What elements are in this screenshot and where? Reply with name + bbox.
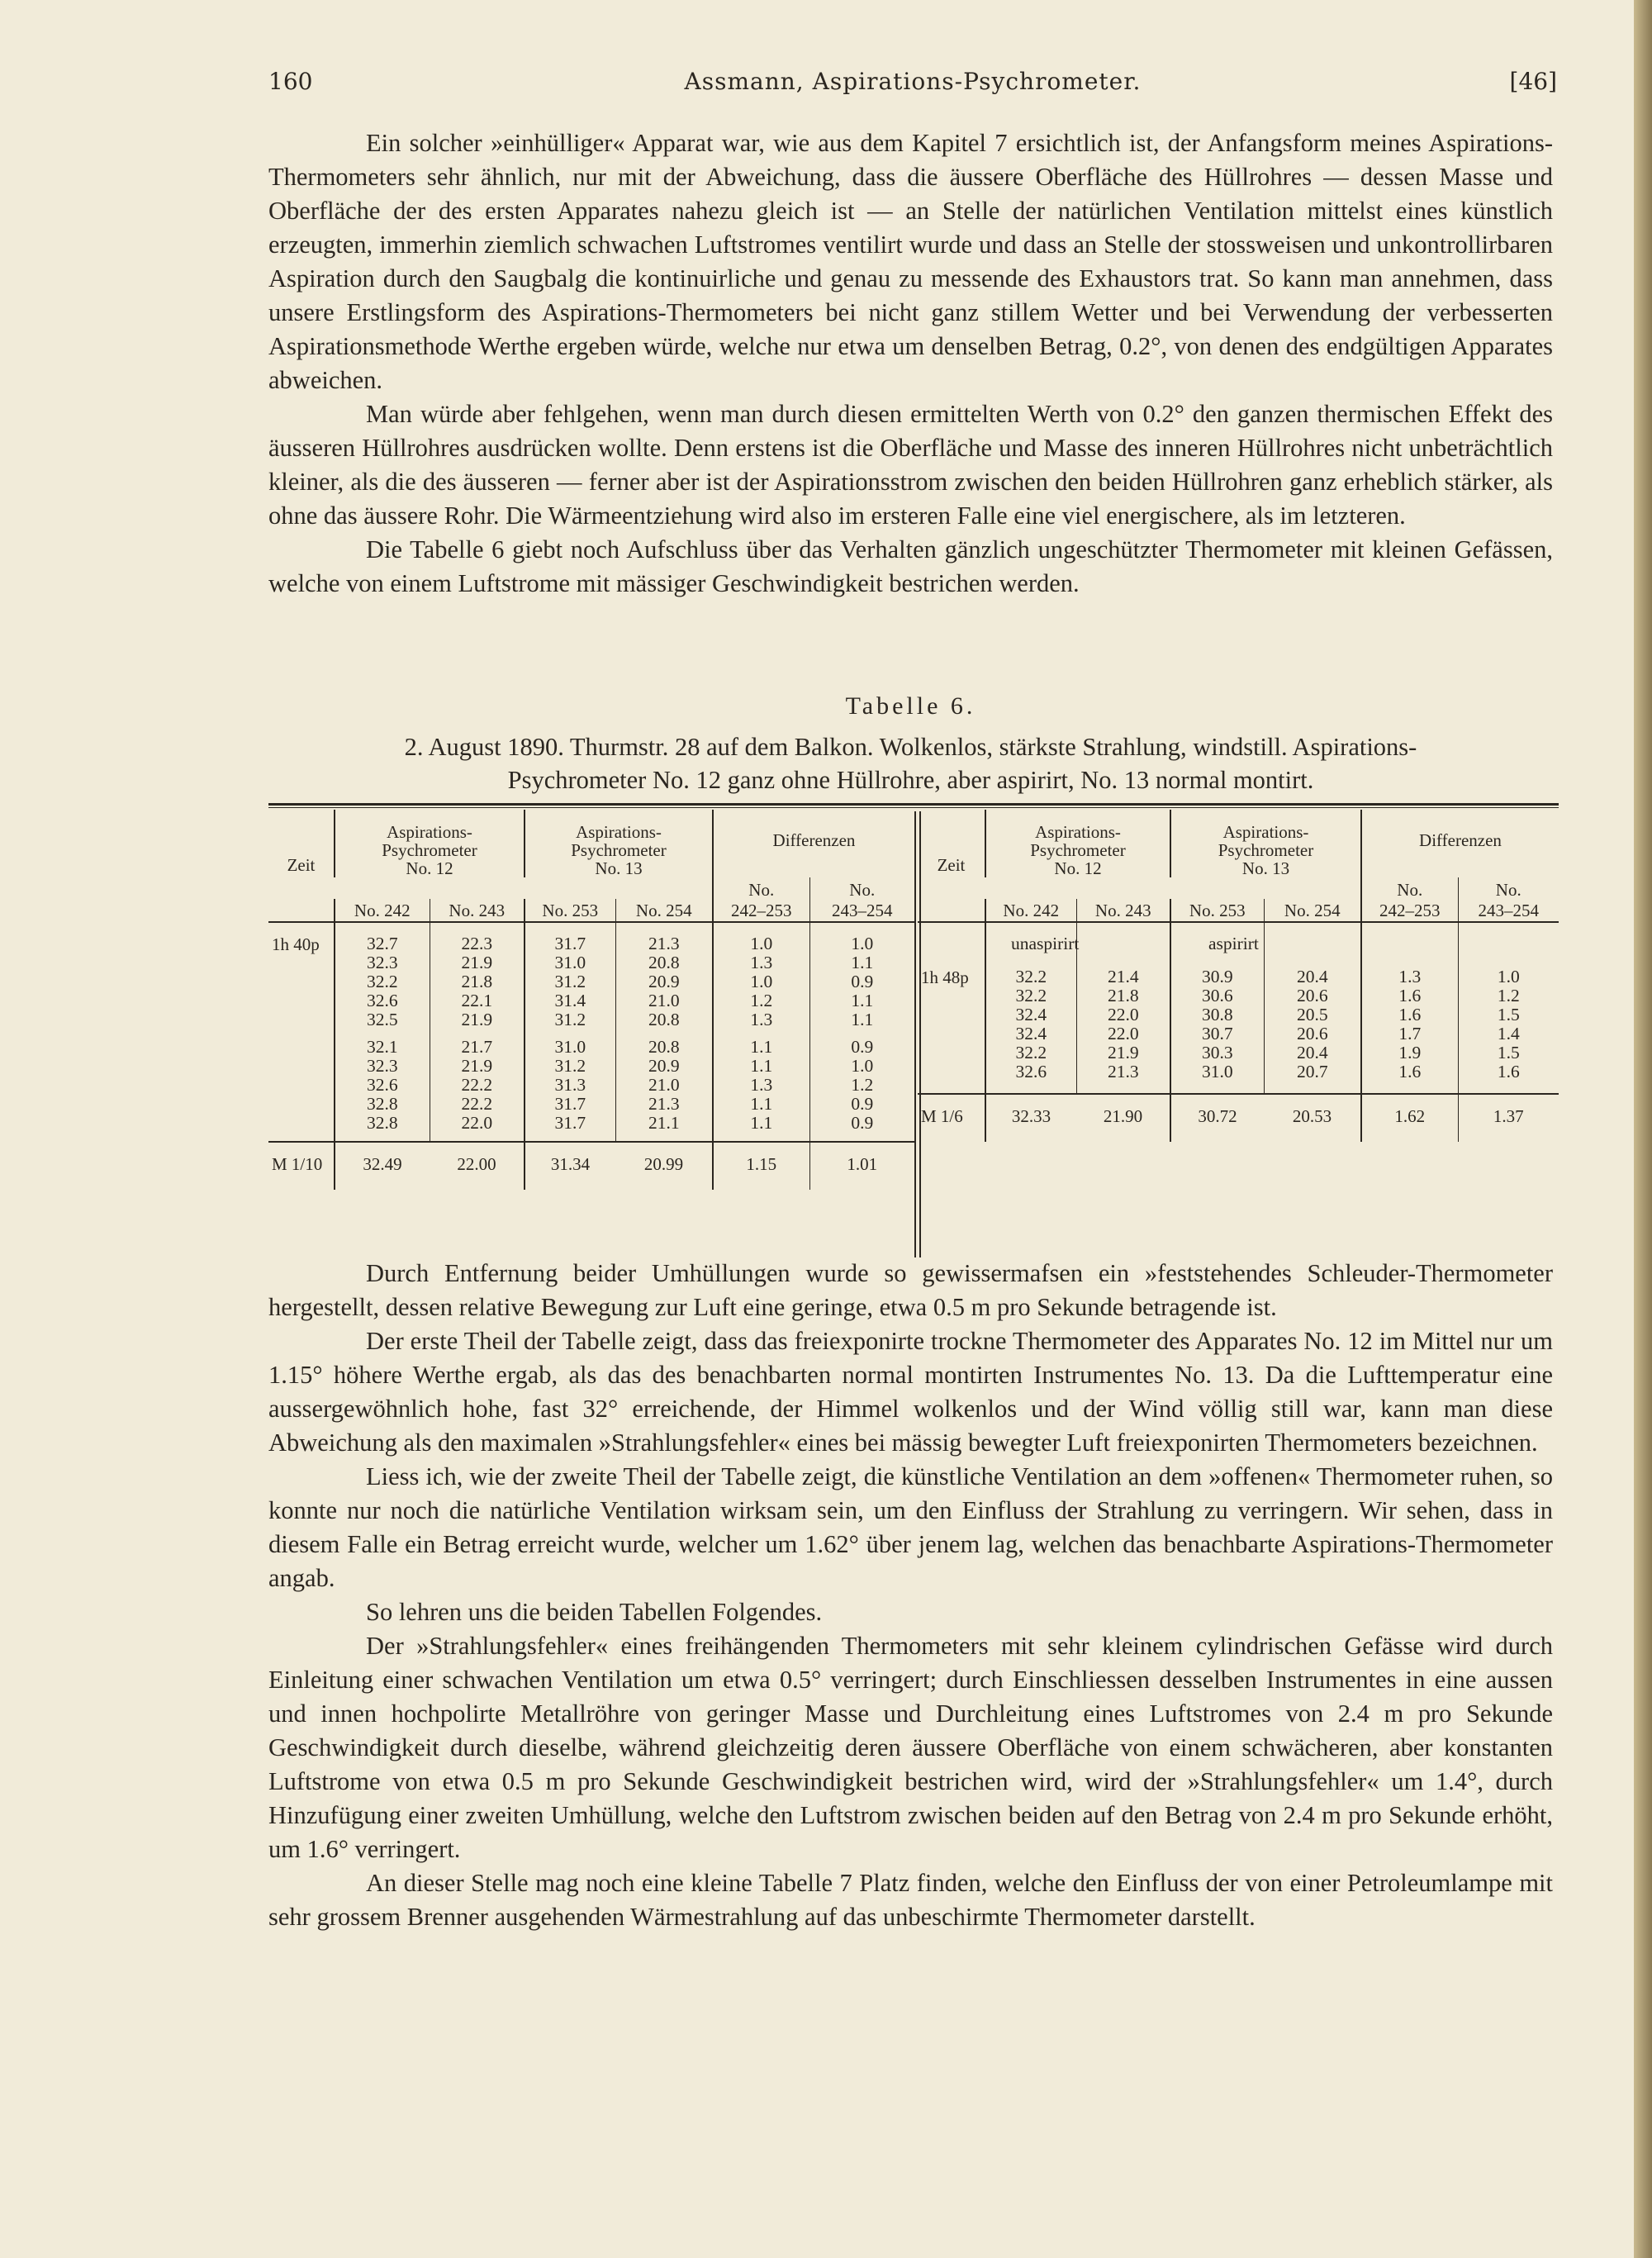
table-cell-value: 21.1 — [648, 1113, 680, 1133]
table-cell-value: 1.1 — [851, 953, 874, 972]
paragraph: An dieser Stelle mag noch eine kleine Tabelle 7 Platz finden, welche den Einfluss der von einer Petroleumlampe mit sehr grossem Brenner ausgehenden Wärmestrahlung auf das unbeschirmte Thermometer darstellt. — [268, 1869, 1553, 1931]
col-243: No. 243 — [1076, 899, 1170, 922]
table-cell-value: 1.2 — [851, 1075, 874, 1095]
table-cell-value: 1.2 — [750, 991, 773, 1010]
table-cell-value: 22.3 — [461, 934, 493, 953]
table-cell-value: 31.4 — [554, 991, 586, 1010]
mean-cell: 1.37 — [1458, 1094, 1559, 1142]
table-cell-value: 1.6 — [1497, 1062, 1520, 1081]
col-header-diff — [713, 810, 914, 877]
header-blank — [918, 899, 985, 922]
table-subtitle-line: 2. August 1890. Thurmstr. 28 auf dem Balkon. Wolkenlos, stärkste Strahlung, windstill. Aspirations- — [404, 733, 1417, 761]
table-cell-value: 1.1 — [750, 1094, 773, 1114]
table-top-rule — [268, 803, 1559, 806]
table-cell-value: 30.7 — [1201, 1024, 1233, 1043]
table-cell-value: 20.4 — [1296, 967, 1328, 986]
table-cell-value: 21.7 — [461, 1037, 493, 1057]
table-cell-value: 1.6 — [1398, 986, 1422, 1005]
col-cell — [1264, 922, 1361, 1094]
table-cell-value: 1.2 — [1497, 986, 1520, 1005]
table-cell-value: 30.6 — [1201, 986, 1233, 1005]
table-cell-value: 21.8 — [1107, 986, 1139, 1005]
table-cell-value: 32.8 — [366, 1113, 398, 1133]
table-cell-value: 1.1 — [750, 1056, 773, 1076]
table-cell-value: 21.3 — [648, 1094, 680, 1114]
col-d1: 242–253 — [1361, 899, 1458, 922]
table-cell-value: 0.9 — [851, 972, 874, 991]
table-cell-value: 1.0 — [750, 934, 773, 953]
header-line: Psychrometer — [382, 840, 477, 860]
table-cell-value: 1.0 — [750, 972, 773, 991]
table-cell-value: 21.4 — [1107, 967, 1139, 986]
col-253: No. 253 — [1170, 899, 1264, 922]
col-header-zeit: Zeit — [287, 855, 316, 875]
col-header-psy12 — [335, 810, 525, 877]
signature-mark: [46] — [1509, 68, 1557, 95]
col-header-psy13 — [525, 810, 713, 877]
mean-cell: 32.49 — [335, 1142, 430, 1190]
paragraph: Ein solcher »einhülliger« Apparat war, wie aus dem Kapitel 7 ersichtlich ist, der Anfangsform meines Aspirations-Thermometers sehr ähnlich, nur mit der Abweichung, dass die äussere Oberfläche des Hüllrohres — dessen Masse und Oberfläche der des ersten Apparates nahezu gleich ist — an Stelle der natürlichen Ventilation mittelst eines künstlich erzeugten, immerhin ziemlich schwachen Luftstromes ventilirt wurde und dass an Stelle der stossweisen und unkontrollirbaren Aspiration durch den Saugbalg die kontinuirliche und genau zu messende des Exhaustors trat. So kann man annehmen, dass unsere Erstlingsform des Aspirations-Thermometers bei nicht ganz stillem Wetter und bei Verwendung der verbesserten Aspirationsmethode Werthe ergeben würde, welche nur etwa um denselben Betrag, 0.2°, von denen des endgültigen Apparates abweichen. — [268, 129, 1553, 394]
table-cell-value: 1.1 — [750, 1113, 773, 1133]
table-cell-value: 1.1 — [851, 991, 874, 1010]
table-cell-value: 32.5 — [366, 1010, 398, 1029]
paragraph: Durch Entfernung beider Umhüllungen wurde so gewissermafsen ein »feststehendes Schleuder-Thermometer hergestellt, dessen relative Bewegung zur Luft eine geringe, etwa 0.5 m pro Sekunde betragende ist. — [268, 1259, 1553, 1321]
col-254: No. 254 — [615, 899, 713, 922]
table-subtitle-line: Psychrometer No. 12 ganz ohne Hüllrohre, aber aspirirt, No. 13 normal montirt. — [507, 766, 1314, 794]
header-spacer — [985, 877, 1361, 899]
table-cell-value: 32.8 — [366, 1094, 398, 1114]
col-254: No. 254 — [1264, 899, 1361, 922]
table-cell-value: 20.9 — [648, 1056, 680, 1076]
table-cell-value: 32.6 — [366, 1075, 398, 1095]
mean-cell: 22.00 — [430, 1142, 525, 1190]
table-title: Tabelle 6. — [845, 692, 976, 720]
paragraph: Die Tabelle 6 giebt noch Aufschluss über das Verhalten gänzlich ungeschützter Thermometer mit kleinen Gefässen, welche von einem Luftstrome mit mässiger Geschwindigkeit bestrichen werden. — [268, 535, 1553, 597]
col-242: No. 242 — [985, 899, 1076, 922]
table-subtitle — [268, 730, 1553, 796]
time-cell: 1h 48p — [921, 967, 969, 987]
col-header-zeit: Zeit — [937, 855, 966, 875]
mean-label: M 1/6 — [918, 1094, 985, 1142]
header-blank — [268, 899, 335, 922]
table-cell-value: 22.2 — [461, 1094, 493, 1114]
table-cell-value: 31.3 — [554, 1075, 586, 1095]
table-cell-value: 1.0 — [851, 934, 874, 953]
table-cell-value: 32.1 — [366, 1037, 398, 1057]
table-cell-value: 20.6 — [1296, 986, 1328, 1005]
table-cell-value: 21.3 — [648, 934, 680, 953]
mean-cell: 1.15 — [713, 1142, 809, 1190]
table-cell-value: 31.7 — [554, 934, 586, 953]
col-header-psy13 — [1170, 810, 1361, 877]
table-cell-value: 0.9 — [851, 1094, 874, 1114]
table-cell-value: 1.1 — [750, 1037, 773, 1057]
table-cell-value: 20.6 — [1296, 1024, 1328, 1043]
col-cell — [1458, 922, 1559, 1094]
table-cell-value: 1.3 — [750, 953, 773, 972]
table-cell-value: 31.7 — [554, 1094, 586, 1114]
header-line: No. 13 — [595, 858, 643, 878]
header-line: No. 12 — [1054, 858, 1102, 878]
table-cell-value: 1.4 — [1497, 1024, 1520, 1043]
header-no: No. — [809, 877, 914, 899]
header-line: No. 13 — [1241, 858, 1290, 878]
note-unaspirirt: unaspirirt — [1011, 934, 1080, 953]
col-253: No. 253 — [525, 899, 615, 922]
col-header-psy12 — [985, 810, 1170, 877]
table-cell-value: 21.3 — [1107, 1062, 1139, 1081]
header-no: No. — [1361, 877, 1458, 899]
header-line: No. 12 — [406, 858, 453, 878]
col-cell — [525, 922, 615, 1142]
table-cell-value: 32.2 — [1015, 967, 1047, 986]
table-cell-value: 32.4 — [1015, 1005, 1047, 1024]
col-cell — [809, 922, 914, 1142]
table-cell-value: 32.3 — [366, 953, 398, 972]
table-cell-value: 1.3 — [1398, 967, 1422, 986]
table-cell-value: 20.8 — [648, 1010, 680, 1029]
table-cell-value: 20.4 — [1296, 1043, 1328, 1062]
table-cell-value: 32.2 — [366, 972, 398, 991]
mean-cell: 20.53 — [1264, 1094, 1361, 1142]
running-title: Assmann, Aspirations-Psychrometer. — [684, 68, 1142, 95]
header-line: Differenzen — [772, 830, 856, 850]
table-cell-value: 31.7 — [554, 1113, 586, 1133]
body-text-bottom — [268, 1257, 1553, 1934]
table-cell-value: 32.2 — [1015, 1043, 1047, 1062]
table-cell-value: 20.5 — [1296, 1005, 1328, 1024]
table-cell-value: 21.9 — [1107, 1043, 1139, 1062]
header-line: Aspirations- — [576, 822, 662, 842]
table-cell-value: 21.8 — [461, 972, 493, 991]
mean-cell: 32.33 — [985, 1094, 1076, 1142]
table-cell-value: 21.9 — [461, 953, 493, 972]
page-number: 160 — [268, 68, 313, 95]
paragraph: Der »Strahlungsfehler« eines freihängenden Thermometers mit sehr kleinem cylindrischen Gefässe wird durch Einleitung einer schwachen Ventilation um etwa 0.5° verringert; durch Einschliessen desselben Instrumentes in eine aussen und innen hochpolirte Metallröhre von geringer Masse und Durchleitung eines Luftstromes von 2.4 m pro Sekunde Geschwindigkeit durch dieselbe, während gleichzeitig deren äussere Oberfläche von einem schwächeren, aber konstanten Luftstrome von etwa 0.5 m pro Sekunde Geschwindigkeit bestrichen wird, wird der »Strahlungsfehler« um 1.4°, durch Hinzufügung einer zweiten Umhüllung, welche den Luftstrom zwischen beiden auf den Betrag von 2.4 m pro Sekunde erhöht, um 1.6° verringert. — [268, 1632, 1553, 1863]
note-aspirirt: aspirirt — [1208, 934, 1259, 953]
table-cell-value: 30.3 — [1201, 1043, 1233, 1062]
table-cell-value: 20.9 — [648, 972, 680, 991]
header-spacer — [335, 877, 713, 899]
table-cell-value: 30.8 — [1201, 1005, 1233, 1024]
table-cell-value: 32.6 — [1015, 1062, 1047, 1081]
header-line: Aspirations- — [1035, 822, 1121, 842]
time-cell: 1h 40p — [272, 934, 320, 954]
data-table-left — [268, 810, 914, 1190]
table-cell-value: 31.0 — [554, 953, 586, 972]
table-cell-value: 1.0 — [851, 1056, 874, 1076]
table-cell-value: 1.9 — [1398, 1043, 1422, 1062]
mean-cell: 1.62 — [1361, 1094, 1458, 1142]
table-cell-value: 22.0 — [1107, 1005, 1139, 1024]
table-cell-value: 20.8 — [648, 1037, 680, 1057]
table-cell-value: 1.5 — [1497, 1005, 1520, 1024]
mean-cell: 31.34 — [525, 1142, 615, 1190]
paragraph: Liess ich, wie der zweite Theil der Tabelle zeigt, die künstliche Ventilation an dem »offenen« Thermometer ruhen, so konnte nur noch die natürliche Ventilation wirksam sein, um den Einfluss der Strahlung zu verringern. Wir sehen, dass in diesem Falle ein Betrag erreicht wurde, welcher um 1.62° über jenem lag, welchen das benachbarte Aspirations-Thermometer angab. — [268, 1462, 1553, 1592]
col-242: No. 242 — [335, 899, 430, 922]
header-line: Psychrometer — [1218, 840, 1314, 860]
header-line: Aspirations- — [387, 822, 472, 842]
table-cell-value: 1.1 — [851, 1010, 874, 1029]
table-cell-value: 32.4 — [1015, 1024, 1047, 1043]
col-cell — [335, 922, 430, 1142]
table-cell-value: 1.7 — [1398, 1024, 1422, 1043]
table-cell-value: 20.8 — [648, 953, 680, 972]
table-cell-value: 1.6 — [1398, 1005, 1422, 1024]
table-cell-value: 22.2 — [461, 1075, 493, 1095]
table-cell-value: 32.2 — [1015, 986, 1047, 1005]
col-header-diff — [1361, 810, 1559, 877]
table-cell-value: 31.2 — [554, 972, 586, 991]
col-cell — [713, 922, 809, 1142]
table-cell-value: 1.5 — [1497, 1043, 1520, 1062]
running-header — [268, 68, 1557, 101]
table-cell-value: 31.0 — [1201, 1062, 1233, 1081]
header-line: Differenzen — [1419, 830, 1502, 850]
header-line: Psychrometer — [1030, 840, 1126, 860]
table-top-rule-thin — [268, 807, 1559, 808]
table-cell-value: 22.0 — [1107, 1024, 1139, 1043]
col-cell — [985, 922, 1080, 1094]
col-cell — [1361, 922, 1458, 1094]
col-d2: 243–254 — [1458, 899, 1559, 922]
table-cell-value: 31.2 — [554, 1056, 586, 1076]
table-cell-value: 31.2 — [554, 1010, 586, 1029]
header-no: No. — [1458, 877, 1559, 899]
col-cell — [1170, 922, 1264, 1094]
mean-cell: 30.72 — [1170, 1094, 1264, 1142]
header-line: Aspirations- — [1222, 822, 1309, 842]
col-cell — [430, 922, 525, 1142]
header-line: Psychrometer — [571, 840, 667, 860]
table-cell-value: 32.7 — [366, 934, 398, 953]
paragraph: Man würde aber fehlgehen, wenn man durch diesen ermittelten Werth von 0.2° den ganzen thermischen Effekt des äusseren Hüllrohres ausdrücken wollte. Denn erstens ist die Oberfläche und Masse des inneren Hüllrohres nicht unbeträchtlich kleiner, als die des äusseren — ferner aber ist der Aspirationsstrom zwischen den beiden Hüllrohren ganz erheblich stärker, als ohne das äussere Rohr. Die Wärmeentziehung wird also im ersteren Falle eine viel energischere, als im letzteren. — [268, 400, 1553, 530]
table-cell-value: 22.0 — [461, 1113, 493, 1133]
col-cell — [615, 922, 713, 1142]
paragraph: So lehren uns die beiden Tabellen Folgendes. — [366, 1598, 823, 1626]
table-cell-value: 22.1 — [461, 991, 493, 1010]
table-cell-value: 21.0 — [648, 991, 680, 1010]
mean-label: M 1/10 — [268, 1142, 335, 1190]
col-d1: 242–253 — [713, 899, 809, 922]
table-cell-value: 0.9 — [851, 1113, 874, 1133]
table-cell-value: 0.9 — [851, 1037, 874, 1057]
page-edge — [1634, 0, 1652, 2258]
table-cell-value: 30.9 — [1201, 967, 1233, 986]
table-cell-value: 1.6 — [1398, 1062, 1422, 1081]
table-cell-value: 31.0 — [554, 1037, 586, 1057]
table-cell-value: 32.3 — [366, 1056, 398, 1076]
col-243: No. 243 — [430, 899, 525, 922]
table-cell-value: 21.9 — [461, 1056, 493, 1076]
table-cell-value: 20.7 — [1296, 1062, 1328, 1081]
header-no: No. — [713, 877, 809, 899]
body-text-top — [268, 126, 1553, 601]
table-cell-value: 21.9 — [461, 1010, 493, 1029]
table-cell-value: 32.6 — [366, 991, 398, 1010]
mean-cell: 20.99 — [615, 1142, 713, 1190]
data-table-right — [918, 810, 1559, 1142]
col-d2: 243–254 — [809, 899, 914, 922]
table-cell-value: 21.0 — [648, 1075, 680, 1095]
table-cell-value: 1.3 — [750, 1010, 773, 1029]
mean-cell: 21.90 — [1076, 1094, 1170, 1142]
col-cell — [1076, 922, 1170, 1094]
table-cell-value: 1.0 — [1497, 967, 1520, 986]
table-cell-value: 1.3 — [750, 1075, 773, 1095]
paragraph: Der erste Theil der Tabelle zeigt, dass das freiexponirte trockne Thermometer des Apparates No. 12 im Mittel nur um 1.15° höhere Werthe ergab, als das des benachbarten normal montirten Instrumentes No. 13. Da die Lufttemperatur eine aussergewöhnlich hohe, fast 32° erreichende, der Himmel wolkenlos und der Wind völlig still war, kann man diese Abweichung als den maximalen »Strahlungsfehler« eines bei mässig bewegter Luft freiexponirten Thermometers bezeichnen. — [268, 1327, 1553, 1457]
mean-cell: 1.01 — [809, 1142, 914, 1190]
